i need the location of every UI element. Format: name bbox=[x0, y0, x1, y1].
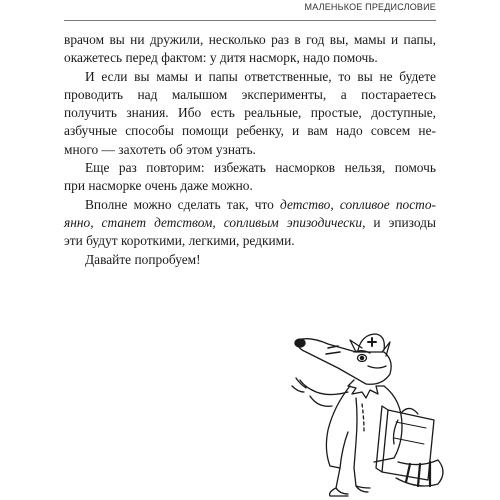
text-line: врачом вы ни дружили, несколько раз в год вы, мамы и папы, bbox=[64, 32, 436, 47]
text-line: получить знания. Ибо есть реальные, простые, доступные, bbox=[64, 105, 436, 121]
text-line bbox=[64, 196, 436, 214]
text-line: при насморке очень даже можно. bbox=[64, 178, 253, 194]
italic-run: детство, сопливое посто- bbox=[280, 196, 436, 212]
paragraph-5 bbox=[64, 251, 436, 269]
text-line: окажетесь перед фактом: у дитя насморк, надо помочь. bbox=[64, 50, 378, 66]
text-line: много — захотеть об этом узнать. bbox=[64, 141, 256, 157]
paragraph-1 bbox=[64, 31, 436, 68]
running-header-title: МАЛЕНЬКОЕ ПРЕДИСЛОВИЕ bbox=[304, 2, 436, 12]
paragraph-3 bbox=[64, 159, 436, 196]
text-line: азбучные способы помощи ребенку, и вам надо совсем не- bbox=[64, 123, 436, 139]
text-line: эти будут короткими, легкими, редкими. bbox=[64, 233, 295, 249]
italic-run: янно, станет детством, сопливым эпизодически bbox=[64, 214, 363, 230]
body-text bbox=[64, 31, 436, 269]
fox-doctor-illustration bbox=[270, 322, 450, 500]
text-line: И если вы мамы и папы ответственные, то вы не будете bbox=[85, 68, 436, 84]
running-header bbox=[64, 0, 436, 21]
paragraph-2 bbox=[64, 68, 436, 159]
text-line: Еще раз повторим: избежать насморков нельзя, помочь bbox=[85, 160, 436, 176]
text-line bbox=[64, 214, 436, 232]
text-run: , и эпизоды bbox=[362, 214, 436, 230]
text-run: Вполне можно сделать так, что bbox=[85, 196, 281, 212]
fox-doctor-with-bag-illustration bbox=[292, 334, 443, 496]
text-line: проводить над малышом эксперименты, а постараетесь bbox=[64, 86, 436, 102]
paragraph-4 bbox=[64, 196, 436, 251]
text-line: Давайте попробуем! bbox=[85, 251, 201, 267]
